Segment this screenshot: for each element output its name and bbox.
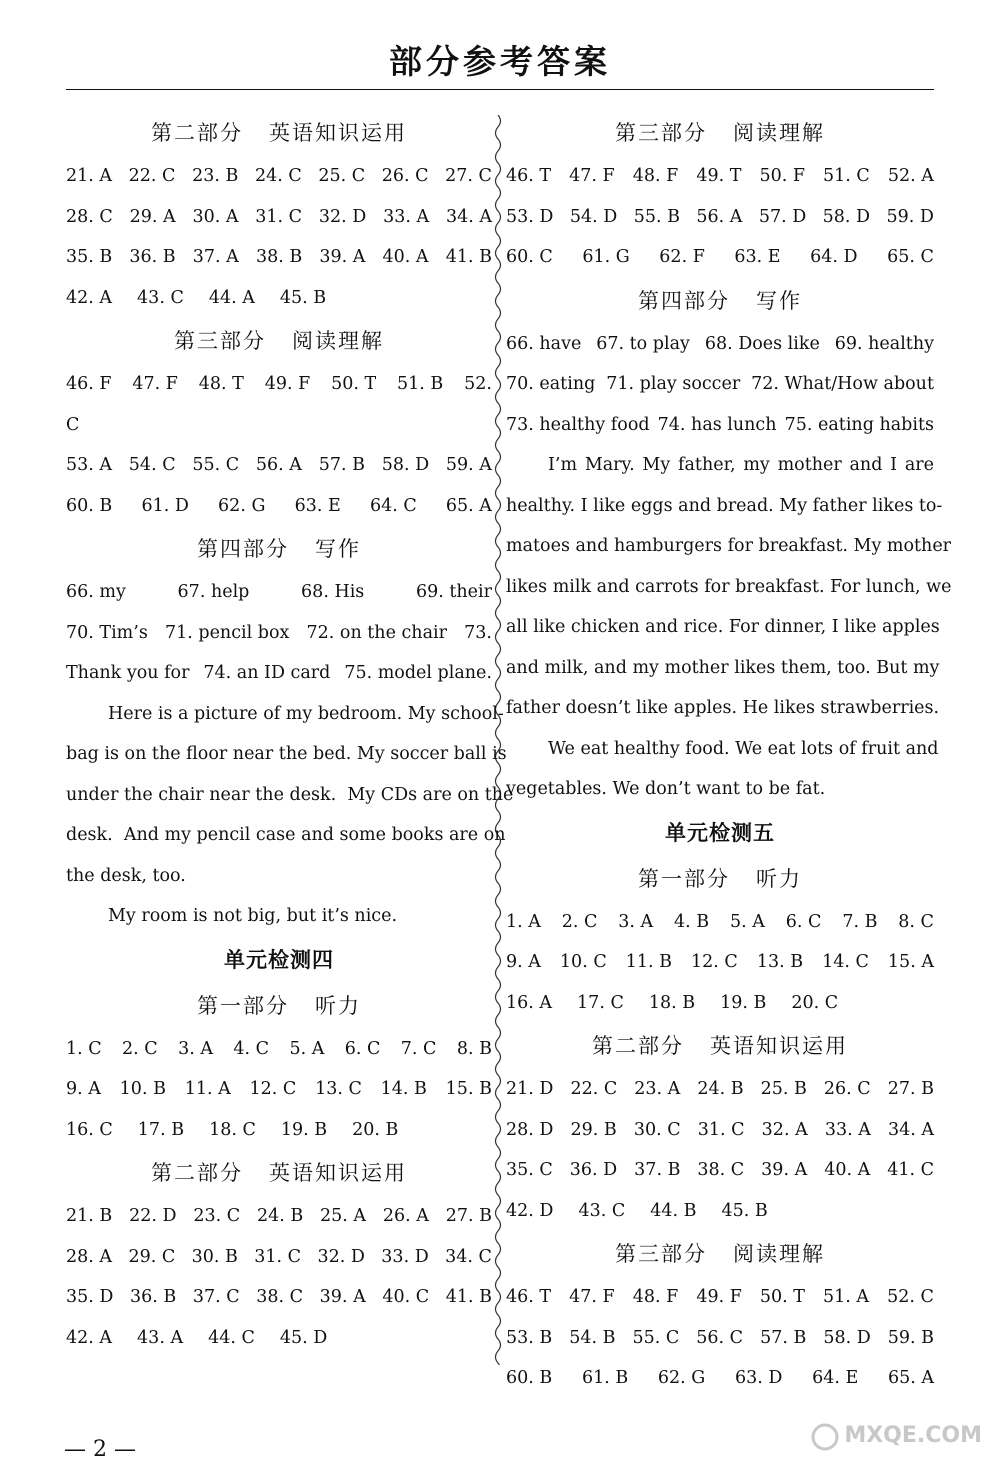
answer-item: 63. E [734,247,781,267]
answer-row [506,156,934,197]
answer-item: 4. C [233,1038,270,1059]
answer-item: 64. C [369,495,417,516]
answer-row [506,1150,934,1191]
answer-item: 60. B [506,1368,553,1388]
answer-row [66,572,492,613]
answer-item: 69. healthy [834,333,934,354]
answer-item: 65. A [445,495,492,516]
answer-item: 19. B [720,992,767,1013]
answer-item: 17. B [137,1119,185,1140]
answer-item: 48. F [632,166,679,186]
answer-item: 5. A [289,1038,325,1059]
essay-line: vegetables. We don’t want to be fat. [506,779,826,799]
answer-item: 23. C [193,1206,241,1226]
answer-item: 10. C [559,952,607,972]
answer-item: 44. C [208,1327,255,1348]
answer-item: 32. A [761,1119,808,1140]
answer-grid [506,902,934,1024]
answer-item: 32. D [318,206,367,227]
writing-answers [66,572,492,694]
answer-item: 13. C [315,1079,362,1099]
answer-item: 8. B [456,1038,492,1059]
answer-item: 21. A [66,166,113,186]
answer-item: 58. D [381,455,430,475]
answer-item: 31. C [255,206,303,227]
answer-item: 56. A [696,206,743,227]
answer-item: 26. C [823,1079,871,1099]
essay-line: likes milk and carrots for breakfast. For lunch, we [506,576,952,597]
answer-item: 53. A [66,455,113,475]
answer-item: 30. A [192,206,239,227]
answer-item: 35. C [506,1160,553,1180]
answer-row [506,1277,934,1318]
answer-item: 9. A [66,1079,101,1099]
answer-item: 74. an ID card [203,663,331,683]
watermark [811,1423,982,1452]
answer-item: 37. B [634,1160,681,1180]
answer-item: 51. A [823,1287,870,1307]
answer-item: 61. D [141,495,189,516]
section-heading: 第四部分 写作 [637,288,803,313]
answer-item: 30. B [191,1246,238,1267]
answer-item: 18. C [209,1119,256,1140]
answer-item: 37. A [192,247,239,267]
answer-item: 36. D [569,1160,618,1180]
essay-line: healthy. I like eggs and bread. My father likes to- [506,495,943,516]
answer-item: 8. C [898,911,934,932]
answer-item: 41. B [445,247,492,267]
answer-item: 59. B [887,1327,934,1348]
answer-row [506,983,934,1024]
answer-item: 2. C [561,911,598,932]
watermark-text: MXQE.COM [844,1422,982,1448]
answer-item: 57. B [318,455,365,475]
answer-item: 68. His [301,582,365,602]
answer-item: 64. E [812,1368,859,1388]
answer-item: 17. C [577,992,624,1013]
answer-item: 22. C [570,1079,618,1099]
answer-item: 58. D [823,1327,871,1348]
answer-item: 59. A [445,455,492,475]
answer-item: 57. D [758,206,807,227]
answer-row [66,364,492,405]
answer-item: 6. C [344,1038,381,1059]
answer-row [506,1318,934,1359]
answer-grid [506,156,934,278]
answer-item: 67. help [177,582,250,602]
answer-item: 5. A [730,911,765,932]
answer-row [66,278,492,319]
answer-item: 55. C [192,455,240,475]
answer-item: 41. B [445,1287,492,1307]
answer-item: 3. A [178,1038,213,1059]
section-heading: 第一部分 听力 [196,993,362,1018]
answer-item: 70. eating [506,374,596,394]
answer-item: 29. B [570,1119,617,1140]
answer-item: 10. B [119,1079,166,1099]
answer-item: 33. A [824,1119,871,1140]
answer-row [506,942,934,983]
answer-grid [66,1196,492,1358]
essay-line: My room is not big, but it’s nice. [108,906,398,926]
answer-item: 24. C [254,166,302,186]
answer-item: 70. Tim’s [66,622,148,643]
answer-item: 33. A [383,206,430,227]
answer-item: 12. C [691,952,738,972]
answer-item: 63. D [734,1368,783,1388]
essay-line: matoes and hamburgers for breakfast. My mother [506,536,952,556]
answer-item: 35. B [66,247,113,267]
essay-line: We eat healthy food. We eat lots of fruit and [548,738,939,759]
answer-item: 39. A [319,1287,366,1307]
answer-item: 75. model plane. [344,663,492,683]
answer-item: 1. A [506,911,541,932]
answer-item: 42. D [506,1200,554,1221]
essay-line: the desk, too. [66,865,186,886]
answer-item: 14. B [380,1079,427,1099]
answer-row [66,1029,492,1070]
answer-row [66,1318,492,1359]
answer-item: 12. C [249,1079,297,1099]
answer-item: 9. A [506,952,541,972]
answer-row [506,902,934,943]
answer-item: 55. C [632,1327,680,1348]
answer-row [66,1237,492,1278]
answer-item: 19. B [280,1119,328,1140]
essay-line: desk. And my pencil case and some books are on [66,825,506,845]
answer-row [66,486,492,527]
answer-item: 29. A [129,206,176,227]
answer-item: 35. D [66,1287,114,1307]
answer-item: 11. B [625,952,672,972]
answer-item: 40. A [382,247,429,267]
answer-item: 49. T [696,166,742,186]
answer-item: 46. T [506,1287,552,1307]
answer-item: 16. C [66,1119,113,1140]
section-heading: 第一部分 听力 [637,866,803,891]
answer-item: 52. C [887,1287,934,1307]
answer-item: 31. C [697,1119,745,1140]
answer-item: 63. E [294,495,341,516]
answer-item: 75. eating habits [784,414,934,435]
answer-item: 26. C [381,166,429,186]
answer-item: 33. D [381,1246,429,1267]
answer-item: 58. D [822,206,871,227]
answer-item: 23. A [634,1079,681,1099]
answer-item: 22. C [128,166,176,186]
essay-paragraph [66,694,514,897]
answer-item: 65. A [887,1368,934,1388]
answer-row [66,1277,492,1318]
answer-item: 23. B [192,166,239,186]
answer-row [66,653,492,694]
answer-item: 20. C [791,992,839,1013]
answer-item: 62. G [218,495,266,516]
answer-item: 45. D [279,1327,328,1348]
answer-row [66,197,492,238]
answer-item: 45. B [721,1200,768,1221]
answer-item: 3. A [618,911,654,932]
answer-item: 28. A [66,1246,113,1267]
essay-paragraph [506,729,939,810]
answer-item: 26. A [382,1206,429,1226]
answer-item: 13. B [756,952,804,972]
answer-item: 47. F [132,374,178,394]
answer-item: 50. T [759,1287,805,1307]
answer-item: 1. C [66,1038,102,1059]
answer-item: 41. C [887,1160,934,1180]
answer-item: 28. C [66,206,113,227]
answer-item: 59. D [886,206,934,227]
answer-item: 50. F [759,166,805,186]
unit-heading: 单元检测四 [224,947,334,972]
answer-item: 43. C [578,1200,626,1221]
answer-item: 34. C [445,1246,492,1267]
essay-line: father doesn’t like apples. He likes strawberries. [506,698,940,718]
answer-item: 24. B [256,1206,304,1226]
answer-item: 57. B [760,1327,807,1348]
answer-grid [66,156,492,318]
answer-item: 38. C [256,1287,304,1307]
answer-item: 4. B [674,911,710,932]
essay-line: bag is on the floor near the bed. My soccer ball is [66,744,507,764]
answer-item: 21. B [66,1206,113,1226]
answer-item: 42. A [66,1327,113,1348]
essay-line: I’m Mary. My father, my mother and I are [548,455,934,475]
answer-row [506,1069,934,1110]
answer-row [506,405,934,446]
answer-row [506,237,934,278]
answer-item: 69. their [415,582,492,602]
answer-item: 74. has lunch [657,414,777,435]
answer-item: 47. F [569,1287,615,1307]
answer-item: 40. A [824,1160,871,1180]
answer-item: 53. B [506,1327,553,1348]
answer-item: 73. [464,622,492,643]
answer-item: 72. What/How about [751,374,934,394]
answer-row [506,1110,934,1151]
answer-item: 42. A [66,287,113,308]
essay-line: Here is a picture of my bedroom. My school- [108,703,504,724]
answer-item: Thank you for [66,663,190,683]
answer-item: 27. B [445,1206,492,1226]
unit-heading: 单元检测五 [665,820,775,845]
answer-item: 22. D [129,1206,177,1226]
answer-item: 7. B [842,911,878,932]
answer-item: 15. B [445,1079,492,1099]
answer-item: 31. C [254,1246,302,1267]
answer-item: 16. A [506,992,553,1013]
answer-item: 25. B [760,1079,807,1099]
section-heading: 第三部分 阅读理解 [173,329,385,353]
answer-item: 44. A [208,287,255,308]
answer-item: 67. to play [596,333,690,354]
answer-item: 71. pencil box [164,622,290,643]
answer-item: 56. A [255,455,302,475]
answer-item: 28. D [506,1119,554,1140]
essay-line: all like chicken and rice. For dinner, I like apples [506,617,940,637]
answer-item: 30. C [633,1119,681,1140]
right-column [506,110,952,1399]
answer-item: 48. F [632,1287,679,1307]
answer-item: 34. A [887,1119,934,1140]
answer-item: 54. D [569,206,618,227]
answer-item: 66. have [506,333,582,354]
page-number: — 2 — [64,1437,136,1462]
section-heading: 第三部分 阅读理解 [614,1242,826,1266]
answer-row [66,237,492,278]
answer-grid [66,364,492,405]
answer-grid [66,445,492,526]
answer-item: 73. healthy food [506,414,650,435]
answer-item: 14. C [822,952,869,972]
answer-item: 52. [464,374,492,394]
answer-item: 37. C [192,1287,240,1307]
title-rule [66,89,934,90]
answer-item: 64. D [810,247,858,267]
section-heading: 第二部分 英语知识运用 [150,1161,408,1185]
answer-item: 2. C [122,1038,158,1059]
answer-item: 66. my [66,582,126,602]
answer-item: 11. A [184,1079,231,1099]
answer-item: 60. C [506,247,553,267]
answer-row [506,1358,934,1399]
answer-row [506,197,934,238]
answer-item: 27. C [445,166,492,186]
answer-item: 15. A [887,952,934,972]
answer-row [66,613,492,654]
answer-item: 36. B [130,1287,177,1307]
answer-item: 51. C [823,166,870,186]
answer-item: 62. G [657,1368,706,1388]
answer-item: 44. B [650,1200,697,1221]
answer-item: 27. B [887,1079,934,1099]
answer-item: 39. A [319,247,366,267]
answer-row [66,1196,492,1237]
answer-item: 7. C [400,1038,437,1059]
answer-item: 50. T [331,374,377,394]
answer-item: 61. B [581,1368,629,1388]
section-heading: 第四部分 写作 [196,537,362,561]
answer-item: 47. F [569,166,615,186]
section-heading: 第三部分 阅读理解 [614,121,826,145]
essay-line: and milk, and my mother likes them, too. But my [506,657,940,678]
answer-item: 53. D [506,206,554,227]
answer-item: 45. B [279,287,327,308]
answer-item: 54. C [128,455,176,475]
answer-item: 55. B [633,206,680,227]
answer-item: 36. B [129,247,176,267]
answer-item: 25. C [318,166,366,186]
answer-item: 38. C [697,1160,745,1180]
answer-item: 43. C [137,287,184,308]
answer-item: 61. G [582,247,630,267]
answer-item: 6. C [785,911,822,932]
answer-item: 39. A [761,1160,808,1180]
answer-item: 20. B [352,1119,399,1140]
answer-row [66,1069,492,1110]
watermark-badge-icon [811,1423,839,1451]
answer-item: 24. B [697,1079,744,1099]
answer-item: 46. T [506,166,552,186]
answer-item: 71. play soccer [606,374,741,394]
answer-item: 49. F [696,1287,742,1307]
answer-item: 60. B [66,495,113,516]
answer-item: 32. D [317,1246,365,1267]
essay-paragraph [506,445,952,729]
answer-row [66,1110,492,1151]
answer-row [506,364,934,405]
answer-item: 40. C [382,1287,430,1307]
answer-item: 52. A [887,166,934,186]
writing-answers [506,324,934,446]
answer-grid [506,1277,934,1399]
answer-item: 62. F [659,247,705,267]
answer-item: 21. D [506,1079,554,1099]
answer-item: 18. B [648,992,696,1013]
answer-row [506,1191,934,1232]
answer-item: 51. B [397,374,444,394]
answer-row [66,445,492,486]
answer-item: 56. C [696,1327,744,1348]
answer-item: 48. T [198,374,244,394]
essay-line: under the chair near the desk. My CDs are on the [66,784,514,805]
answer-row [506,324,934,365]
answer-item: 68. Does like [704,333,820,354]
answer-item: 34. A [445,206,492,227]
answer-row [66,156,492,197]
answer-grid [506,1069,934,1231]
answer-item: 72. on the chair [306,622,447,643]
answer-grid [66,1029,492,1151]
answer-item: 38. B [255,247,303,267]
page-title: 部分参考答案 [389,42,611,81]
left-column [66,110,514,1358]
answer-item: 54. B [569,1327,616,1348]
answer-item: 25. A [320,1206,367,1226]
answer-item: 65. C [887,247,934,267]
section-heading: 第二部分 英语知识运用 [150,121,408,145]
answer-item: 46. F [66,374,112,394]
answer-item: 29. C [128,1246,176,1267]
answer-continuation: C [66,414,80,435]
section-heading: 第二部分 英语知识运用 [591,1034,849,1058]
answer-item: 49. F [264,374,311,394]
answer-item: 43. A [137,1327,184,1348]
